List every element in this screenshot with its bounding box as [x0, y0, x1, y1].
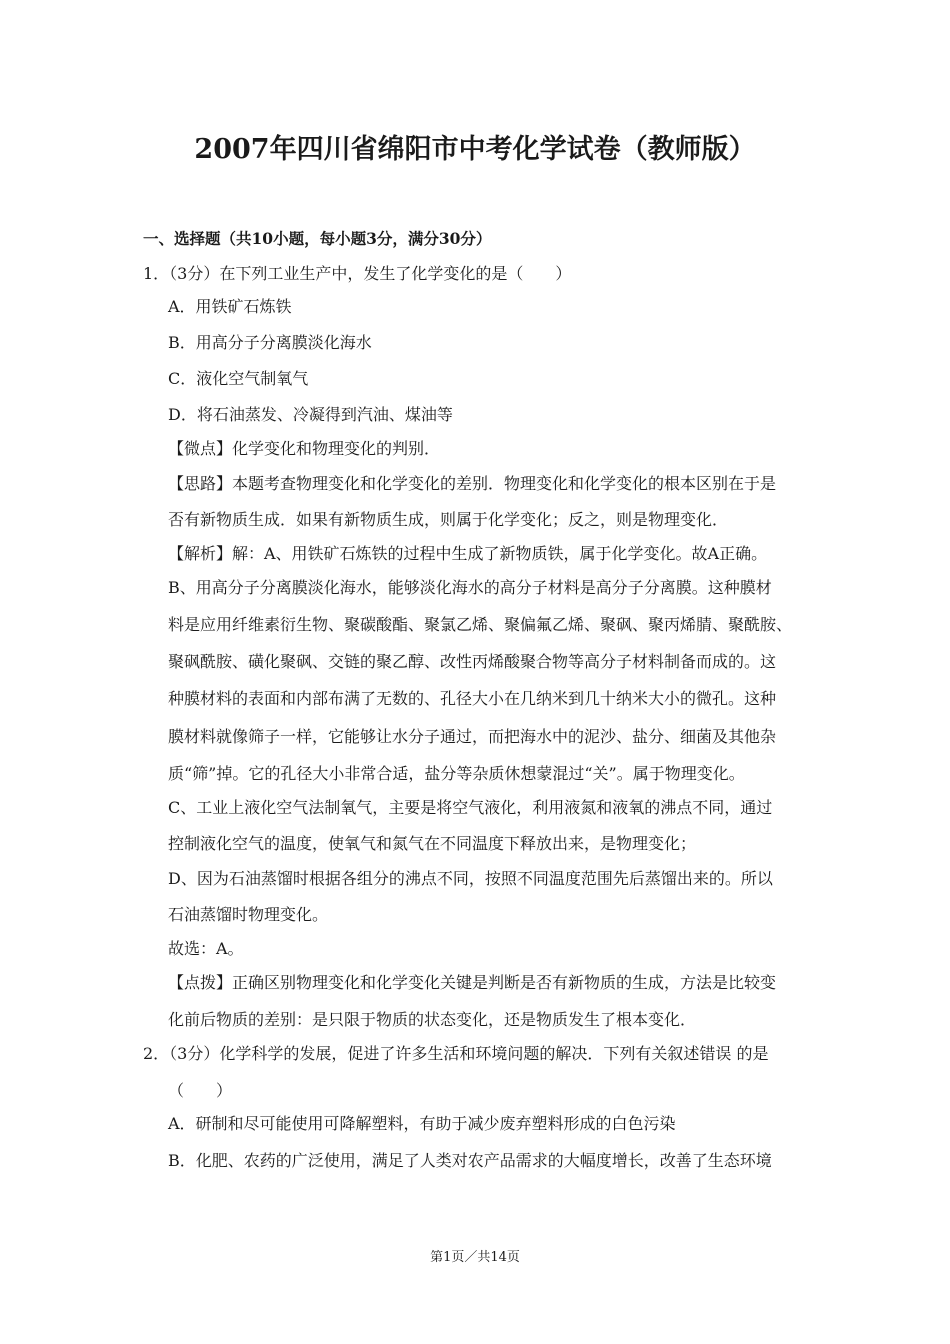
- question-1-key-point: 【微点】化学变化和物理变化的判别．: [168, 439, 441, 458]
- question-1-analysis-line: 控制液化空气的温度，使氧气和氮气在不同温度下释放出来，是物理变化；: [168, 834, 697, 853]
- question-1-tip-line: 化前后物质的差别：是只限于物质的状态变化，还是物质发生了根本变化．: [168, 1010, 697, 1029]
- section-heading: 一、选择题（共10小题，每小题3分，满分30分）: [143, 229, 492, 248]
- question-1-option-c: C．液化空气制氧气: [168, 369, 309, 388]
- question-1-analysis-line: 【解析】解：A、用铁矿石炼铁的过程中生成了新物质铁，属于化学变化。故A正确。: [168, 544, 768, 563]
- question-1-option-a: A．用铁矿石炼铁: [168, 297, 292, 316]
- question-1-approach-line: 【思路】本题考查物理变化和化学变化的差别．物理变化和化学变化的根本区别在于是: [168, 474, 777, 493]
- page-footer: 第1页／共14页: [430, 1250, 520, 1265]
- question-1-analysis-line: 种膜材料的表面和内部布满了无数的、孔径大小在几纳米到几十纳米大小的微孔。这种: [168, 689, 777, 708]
- question-1-analysis-line: D、因为石油蒸馏时根据各组分的沸点不同，按照不同温度范围先后蒸馏出来的。所以: [168, 869, 773, 888]
- question-2-stem: 2．（3分）化学科学的发展，促进了许多生活和环境问题的解决．下列有关叙述错误 的是: [143, 1044, 769, 1063]
- page-title: 2007年四川省绵阳市中考化学试卷（教师版）: [194, 134, 756, 165]
- question-2-option-a: A．研制和尽可能使用可降解塑料，有助于减少废弃塑料形成的白色污染: [168, 1114, 676, 1133]
- question-2-option-b: B．化肥、农药的广泛使用，满足了人类对农产品需求的大幅度增长，改善了生态环境: [168, 1151, 772, 1170]
- question-1-approach-line: 否有新物质生成．如果有新物质生成，则属于化学变化；反之，则是物理变化．: [168, 510, 729, 529]
- question-1-analysis-line: 石油蒸馏时物理变化。: [168, 905, 329, 924]
- question-1-tip-line: 【点拨】正确区别物理变化和化学变化关键是判断是否有新物质的生成，方法是比较变: [168, 973, 777, 992]
- question-1-analysis-line: 质“筛”掉。它的孔径大小非常合适，盐分等杂质休想蒙混过“关”。属于物理变化。: [168, 764, 745, 783]
- question-1-analysis-line: C、工业上液化空气法制氧气，主要是将空气液化，利用液氮和液氧的沸点不同，通过: [168, 798, 773, 817]
- question-1-answer: 故选：A。: [168, 939, 244, 958]
- question-1-analysis-line: 料是应用纤维素衍生物、聚碳酸酯、聚氯乙烯、聚偏氟乙烯、聚砜、聚丙烯腈、聚酰胺、: [168, 615, 793, 634]
- question-2-answer-bracket: （ ）: [168, 1081, 233, 1100]
- question-1-option-d: D．将石油蒸发、冷凝得到汽油、煤油等: [168, 405, 453, 424]
- question-1-stem: 1．（3分）在下列工业生产中，发生了化学变化的是（ ）: [143, 264, 572, 283]
- question-1-analysis-line: B、用高分子分离膜淡化海水，能够淡化海水的高分子材料是高分子分离膜。这种膜材: [168, 578, 772, 597]
- question-1-analysis-line: 膜材料就像筛子一样，它能够让水分子通过，而把海水中的泥沙、盐分、细菌及其他杂: [168, 727, 777, 746]
- question-1-analysis-line: 聚砜酰胺、磺化聚砜、交链的聚乙醇、改性丙烯酸聚合物等高分子材料制备而成的。这: [168, 652, 777, 671]
- question-1-option-b: B．用高分子分离膜淡化海水: [168, 333, 372, 352]
